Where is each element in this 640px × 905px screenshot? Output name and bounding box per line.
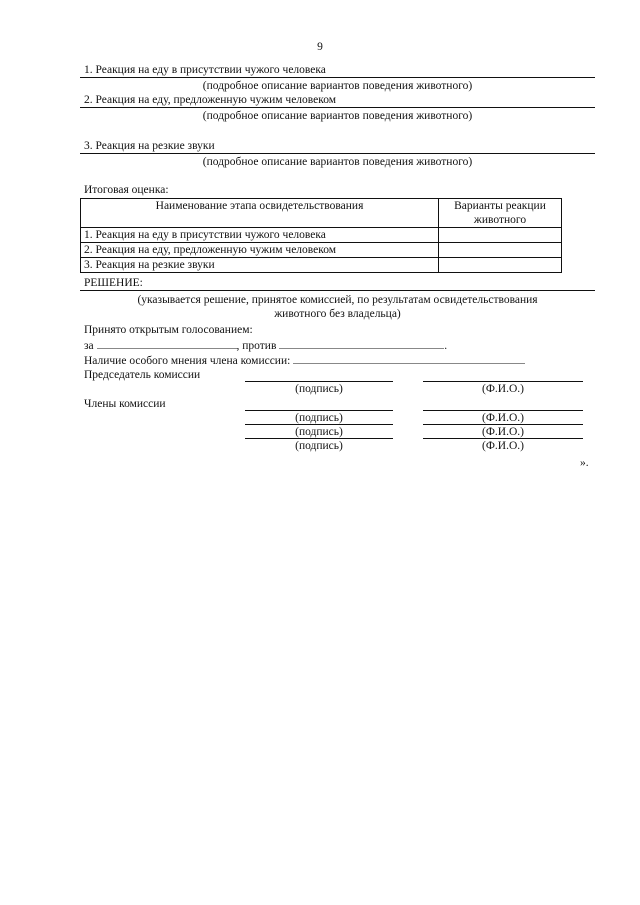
chairman-sign-hint: (подпись) — [295, 383, 343, 395]
summary-table — [80, 198, 562, 273]
opinion-field[interactable] — [293, 353, 525, 364]
members-label: Члены комиссии — [84, 398, 166, 410]
summary-header-row — [81, 199, 562, 228]
chairman-label: Председатель комиссии — [84, 369, 201, 381]
summary-col-stage: Наименование этапа освидетельствования — [81, 199, 439, 228]
criterion-3-line[interactable] — [80, 153, 595, 154]
opinion-row — [84, 353, 525, 368]
member-3-name-hint: (Ф.И.О.) — [482, 440, 524, 452]
page-number: 9 — [317, 41, 323, 53]
summary-row-3-stage: 3. Реакция на резкие звуки — [81, 258, 439, 273]
vote-against-label: , против — [236, 340, 277, 352]
summary-row-3-value[interactable] — [439, 258, 562, 273]
summary-row-1-value[interactable] — [439, 228, 562, 243]
decision-hint-line-2: животного без владельца) — [274, 308, 401, 320]
vote-row — [84, 338, 447, 353]
table-row — [81, 228, 562, 243]
summary-title: Итоговая оценка: — [84, 184, 169, 196]
criterion-2-hint: (подробное описание вариантов поведения животного) — [202, 110, 473, 122]
decision-hint-line-1: (указывается решение, принятое комиссией, по результатам освидетельствования — [137, 294, 538, 306]
member-3-sign-hint: (подпись) — [295, 440, 343, 452]
vote-against-field[interactable] — [279, 338, 444, 349]
member-2-sign-hint: (подпись) — [295, 426, 343, 438]
summary-row-2-stage: 2. Реакция на еду, предложенную чужим человеком — [81, 243, 439, 258]
vote-for-field[interactable] — [97, 338, 237, 349]
vote-end-dot: . — [444, 340, 448, 352]
member-2-name-hint: (Ф.И.О.) — [482, 426, 524, 438]
voting-label: Принято открытым голосованием: — [84, 324, 253, 336]
decision-line[interactable] — [80, 290, 595, 291]
opinion-label: Наличие особого мнения члена комиссии: — [84, 355, 291, 367]
criterion-1-line[interactable] — [80, 77, 595, 78]
criterion-2-label: 2. Реакция на еду, предложенную чужим человеком — [84, 94, 337, 106]
criterion-1-hint: (подробное описание вариантов поведения животного) — [202, 80, 473, 92]
criterion-3-hint: (подробное описание вариантов поведения животного) — [202, 156, 473, 168]
criterion-3-label: 3. Реакция на резкие звуки — [84, 140, 215, 152]
vote-for-label: за — [84, 340, 94, 352]
member-1-name-hint: (Ф.И.О.) — [482, 412, 524, 424]
member-1-sign-hint: (подпись) — [295, 412, 343, 424]
summary-row-1-stage: 1. Реакция на еду в присутствии чужого человека — [81, 228, 439, 243]
table-row — [81, 243, 562, 258]
summary-col-variants: Варианты реакции животного — [439, 199, 562, 228]
summary-row-2-value[interactable] — [439, 243, 562, 258]
chairman-name-hint: (Ф.И.О.) — [482, 383, 524, 395]
closing-mark: ». — [580, 457, 589, 469]
criterion-1-label: 1. Реакция на еду в присутствии чужого человека — [84, 64, 326, 76]
criterion-2-line[interactable] — [80, 107, 595, 108]
table-row — [81, 258, 562, 273]
decision-title: РЕШЕНИЕ: — [84, 277, 143, 289]
